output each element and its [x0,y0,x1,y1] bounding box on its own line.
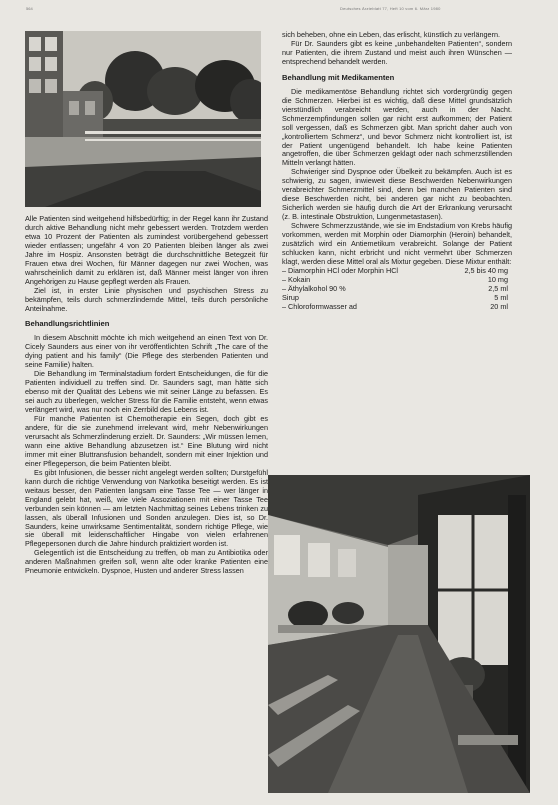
left-text-column [25,215,268,576]
paragraph: Für manche Patienten ist Chemotherapie ein Segen, doch gibt es andere, für die sie zunehmend irrelevant wird, mehr Nebenwirkungen verursacht als Schmerzlinderung erzielt. Dr. Saunders: „Wir müssen lernen, wann eine aktive Behandlung abzusetzen ist.“ Eine Blutung wird nicht immer mit einer Bluttransfusion behandelt, sondern mit einer Injektion und einer Pflegeperson, die beim Patienten bleibt. [25,414,268,468]
recipe-item: – Kokain [282,274,311,284]
paragraph: Gelegentlich ist die Entscheidung zu treffen, ob man zu Antibiotika oder anderen Maßnahmen greifen soll, wenn alte oder kranke Patienten eine Pneumonie entwickeln. Dyspnoe, Husten und anderer Stress lassen [25,548,268,576]
recipe-amount: 5 ml [494,292,508,302]
recipe-row [282,285,512,294]
recipe-amount: 10 mg [487,274,508,284]
paragraph: Die medikamentöse Behandlung richtet sich vordergründig gegen die Schmerzen. Hierbei ist es wichtig, daß diese Mittel grundsätzlich vierstündlich verabreicht werden, auch in der Nacht. Schmerzempfindungen sollen gar nicht erst aufkommen; der Patient soll vergessen, daß es Schmerzen gibt. Man spricht daher auch von „kontrolliertem Schmerz“, und bevor Schmerz nicht kontrolliert ist, ist der Patient ungenügend behandelt. Ich habe keine Patienten angetroffen, die über Schmerzen geklagt oder nach schmerzstillenden Mitteln verlangt hätten. [282,86,512,168]
mixture-recipe [282,267,512,312]
recipe-amount: 2,5 bis 40 mg [464,265,508,275]
recipe-item: – Chloroformwasser ad [282,301,357,311]
recipe-item: Sirup [282,292,299,302]
paragraph: Schwere Schmerzzustände, wie sie im Endstadium von Krebs häufig vorkommen, werden mit Morphin oder Diamorphin (Heroin) behandelt, zusätzlich wird ein Antiemetikum verabreicht. Solange der Patient schlucken kann, nicht erbricht und nicht vermehrt über Schmerzen klagt, werden diese Mittel oral als Mixtur gegeben. Diese Mixtur enthält: [282,221,512,266]
recipe-item: – Äthylalkohol 90 % [282,283,346,293]
section-heading: Behandlung mit Medikamenten [282,72,395,82]
page-number: 564 [26,6,33,11]
section-heading: Behandlungsrichtlinien [25,319,110,329]
right-text-column [282,31,512,312]
paragraph: Es gibt Infusionen, die besser nicht angelegt werden sollten; Durstgefühl kann durch die richtige Verwendung von Narkotika beseitigt werden. Es ist weitaus besser, den Patienten langsam eine Tasse Tee — wer länger in England gelebt hat, weiß, wie viele Assoziationen mit einer Tasse Tee verbunden sein können — am letzten Nachmittag seines Lebens trinken zu lassen, als überall Infusionen und Sonden anzulegen. Dies ist, so Dr. Saunders, keine unwirksame Sentimentalität, sondern richtige Pflege, wie sie überall mit leidenschaftlicher Hingabe von vielen erfahrenen Pflegepersonen durch die Jahre hindurch praktiziert worden ist. [25,467,268,549]
hospice-ward-photo [268,475,530,793]
paragraph: Die Behandlung im Terminalstadium fordert Entscheidungen, die für die Patienten individuell zu treffen sind. Dr. Saunders sagt, man hätte sich ebenso mit der Qualität des Lebens wie mit seiner Länge zu befassen. Es sei auch zu überlegen, welcher Stress für die Familie entsteht, wenn etwas verlängert wird, was nur noch ein Zerrbild des Lebens ist. [25,369,268,415]
paragraph: In diesem Abschnitt möchte ich mich weitgehend an einen Text von Dr. Cicely Saunders aus einer von ihr veröffentlichten Schrift „The care of the dying patient and his family“ (Die Pflege des sterbenden Patienten und seine Familie) halten. [25,333,268,370]
paragraph: Alle Patienten sind weitgehend hilfsbedürftig; in der Regel kann ihr Zustand durch aktive Behandlung nicht mehr gebessert werden. Trotzdem werden etwa 10 Prozent der Patienten als zumindest vorübergehend gebessert wieder entlassen; ungefähr 4 von 20 Patienten bleiben länger als zwei Jahre im Hospiz. Ansonsten beträgt die durchschnittliche Betegzeit für Frauen etwa drei Wochen, für Männer dagegen nur zwei Wochen, was wahrscheinlich damit zu erklären ist, daß Männer meist länger von ihren Angehörigen zu Hause gepflegt werden als Frauen. [25,214,268,286]
recipe-row [282,267,512,276]
paragraph: Schwieriger sind Dyspnoe oder Übelkeit zu bekämpfen. Auch ist es schwierig, zu sagen, inwieweit diese Beschwerden Nebenwirkungen verabreichter Schmerzmittel sind, denn bei manchen Patienten sind diese Beschwerden nicht, bei anderen gar nicht zu beobachten. Sicherlich werden sie häufig durch die Art der Erkrankung verursacht (z. B. intestinale Obstruktion, Lungenmetastasen). [282,167,512,222]
running-header: Deutsches Ärzteblatt 77, Heft 10 vom 6. März 1980 [340,6,441,11]
recipe-amount: 2,5 ml [488,283,508,293]
recipe-row [282,303,512,312]
paragraph: Für Dr. Saunders gibt es keine „unbehandelten Patienten“, sondern nur Patienten, die ihrem Zustand und meist auch ihren Wünschen — entsprechend behandelt werden. [282,38,512,66]
recipe-item: – Diamorphin HCl oder Morphin HCl [282,265,399,275]
paragraph: sich beheben, ohne ein Leben, das erlischt, künstlich zu verlängern. [282,30,501,39]
recipe-amount: 20 ml [490,301,508,311]
hospice-exterior-photo [25,31,261,207]
paragraph: Ziel ist, in erster Linie physischen und psychischen Stress zu bekämpfen, teils durch schmerzlindernde Mittel, teils durch persönliche Anteilnahme. [25,285,268,313]
